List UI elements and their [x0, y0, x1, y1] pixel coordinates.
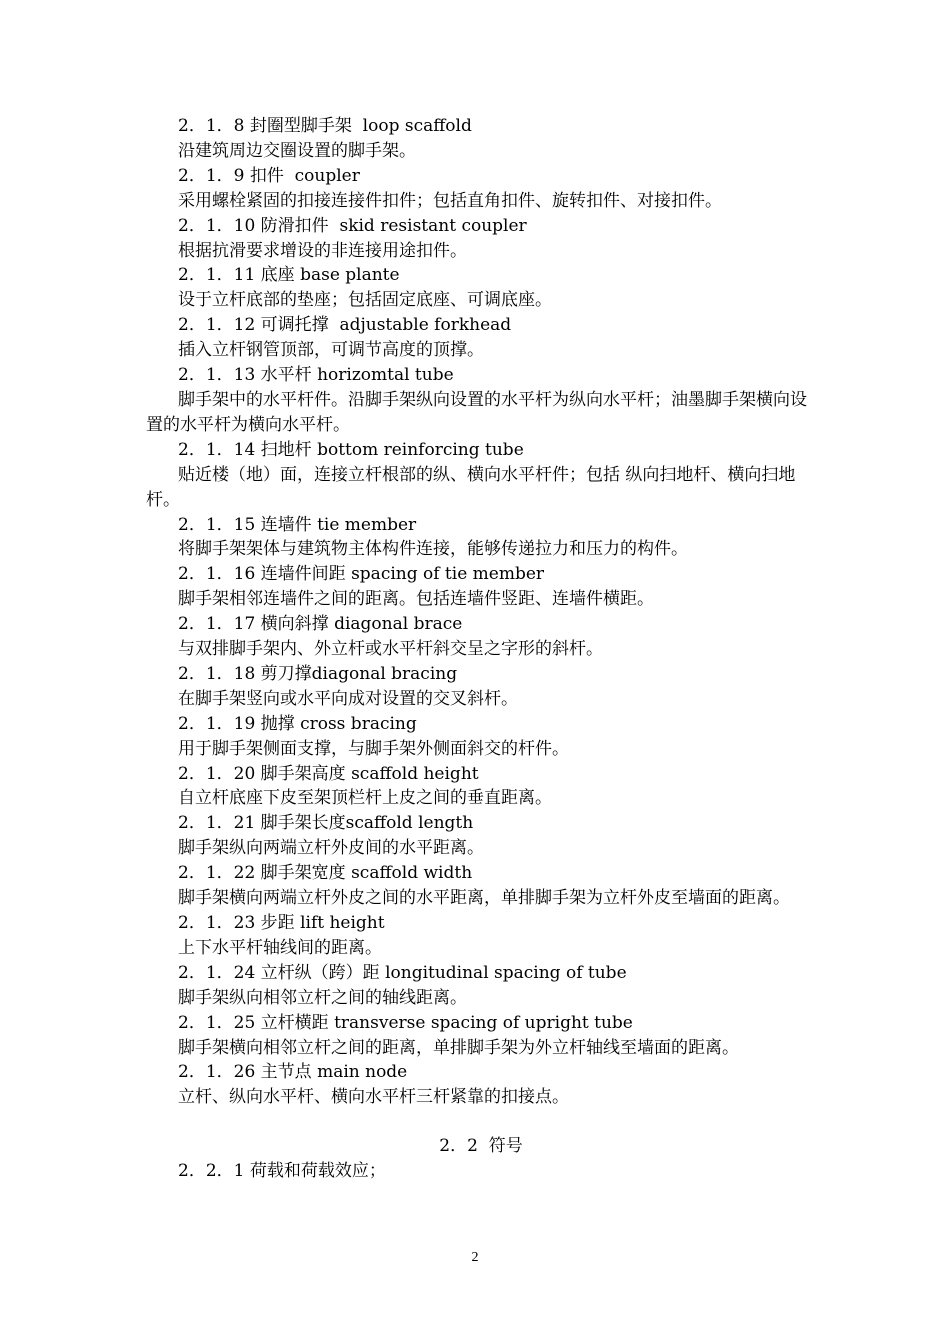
term-definition: 插入立杆钢管顶部，可调节高度的顶撑。: [178, 340, 484, 361]
section-heading: 2．2 符号: [439, 1136, 523, 1157]
term-heading: 2．1．25 立杆横距 transverse spacing of upright tube: [178, 1012, 633, 1033]
term-definition: 沿建筑周边交圈设置的脚手架。: [178, 140, 416, 161]
term-definition: 脚手架横向两端立杆外皮之间的水平距离，单排脚手架为立杆外皮至墙面的距离。: [178, 888, 790, 909]
term-heading: 2．1．23 步距 lift height: [178, 913, 385, 933]
term-definition: 贴近楼（地）面，连接立杆根部的纵、横向水平杆件；包括 纵向扫地杆、横向扫地杆。: [146, 464, 796, 510]
term-definition: 脚手架中的水平杆件。沿脚手架纵向设置的水平杆为纵向水平杆；油墨脚手架横向设置的水平杆为横向水平杆。: [146, 389, 807, 435]
term-heading: 2．1．19 抛撑 cross bracing: [178, 713, 417, 734]
term-definition: 根据抗滑要求增设的非连接用途扣件。: [178, 240, 467, 261]
term-heading: 2．1．17 横向斜撑 diagonal brace: [178, 614, 463, 635]
term-heading: 2．1．22 脚手架宽度 scaffold width: [178, 863, 473, 884]
term-heading: 2．1．26 主节点 main node: [178, 1062, 408, 1083]
term-definition: 采用螺栓紧固的扣接连接件扣件；包括直角扣件、旋转扣件、对接扣件。: [178, 190, 722, 211]
term-definition: 脚手架相邻连墙件之间的距离。包括连墙件竖距、连墙件横距。: [178, 589, 654, 610]
term-definition: 自立杆底座下皮至架顶栏杆上皮之间的垂直距离。: [178, 788, 552, 809]
term-heading: 2．1．14 扫地杆 bottom reinforcing tube: [178, 439, 524, 460]
term-heading: 2．1．13 水平杆 horizomtal tube: [178, 365, 454, 386]
section-first-item: 2．2．1 荷载和荷载效应；: [178, 1161, 386, 1182]
term-definition: 在脚手架竖向或水平向成对设置的交叉斜杆。: [178, 688, 518, 709]
term-definition: 上下水平杆轴线间的距离。: [178, 937, 382, 958]
term-definition: 脚手架横向相邻立杆之间的距离，单排脚手架为外立杆轴线至墙面的距离。: [178, 1037, 739, 1058]
term-heading: 2．1．8 封圈型脚手架 loop scaffold: [178, 116, 472, 136]
term-heading: 2．1．9 扣件 coupler: [178, 165, 360, 186]
term-heading: 2．1．18 剪刀撑diagonal bracing: [178, 663, 458, 684]
term-heading: 2．1．10 防滑扣件 skid resistant coupler: [178, 215, 527, 236]
page-number: 2: [471, 1250, 479, 1265]
term-definition: 设于立杆底部的垫座；包括固定底座、可调底座。: [178, 290, 552, 311]
term-heading: 2．1．15 连墙件 tie member: [178, 514, 417, 535]
term-heading: 2．1．16 连墙件间距 spacing of tie member: [178, 564, 545, 585]
term-heading: 2．1．12 可调托撑 adjustable forkhead: [178, 315, 512, 336]
term-heading: 2．1．20 脚手架高度 scaffold height: [178, 763, 479, 784]
term-heading: 2．1．21 脚手架长度scaffold length: [178, 813, 474, 834]
term-definition: 将脚手架架体与建筑物主体构件连接，能够传递拉力和压力的构件。: [178, 539, 688, 560]
term-definition: 与双排脚手架内、外立杆或水平杆斜交呈之字形的斜杆。: [178, 639, 603, 660]
term-heading: 2．1．11 底座 base plante: [178, 265, 400, 286]
term-heading: 2．1．24 立杆纵（跨）距 longitudinal spacing of tube: [178, 962, 627, 983]
term-definition: 脚手架纵向两端立杆外皮间的水平距离。: [178, 838, 484, 859]
page-content: [146, 114, 816, 1184]
term-definition: 用于脚手架侧面支撑，与脚手架外侧面斜交的杆件。: [178, 738, 569, 759]
term-definition: 立杆、纵向水平杆、横向水平杆三杆紧靠的扣接点。: [178, 1087, 569, 1108]
term-definition: 脚手架纵向相邻立杆之间的轴线距离。: [178, 987, 467, 1008]
